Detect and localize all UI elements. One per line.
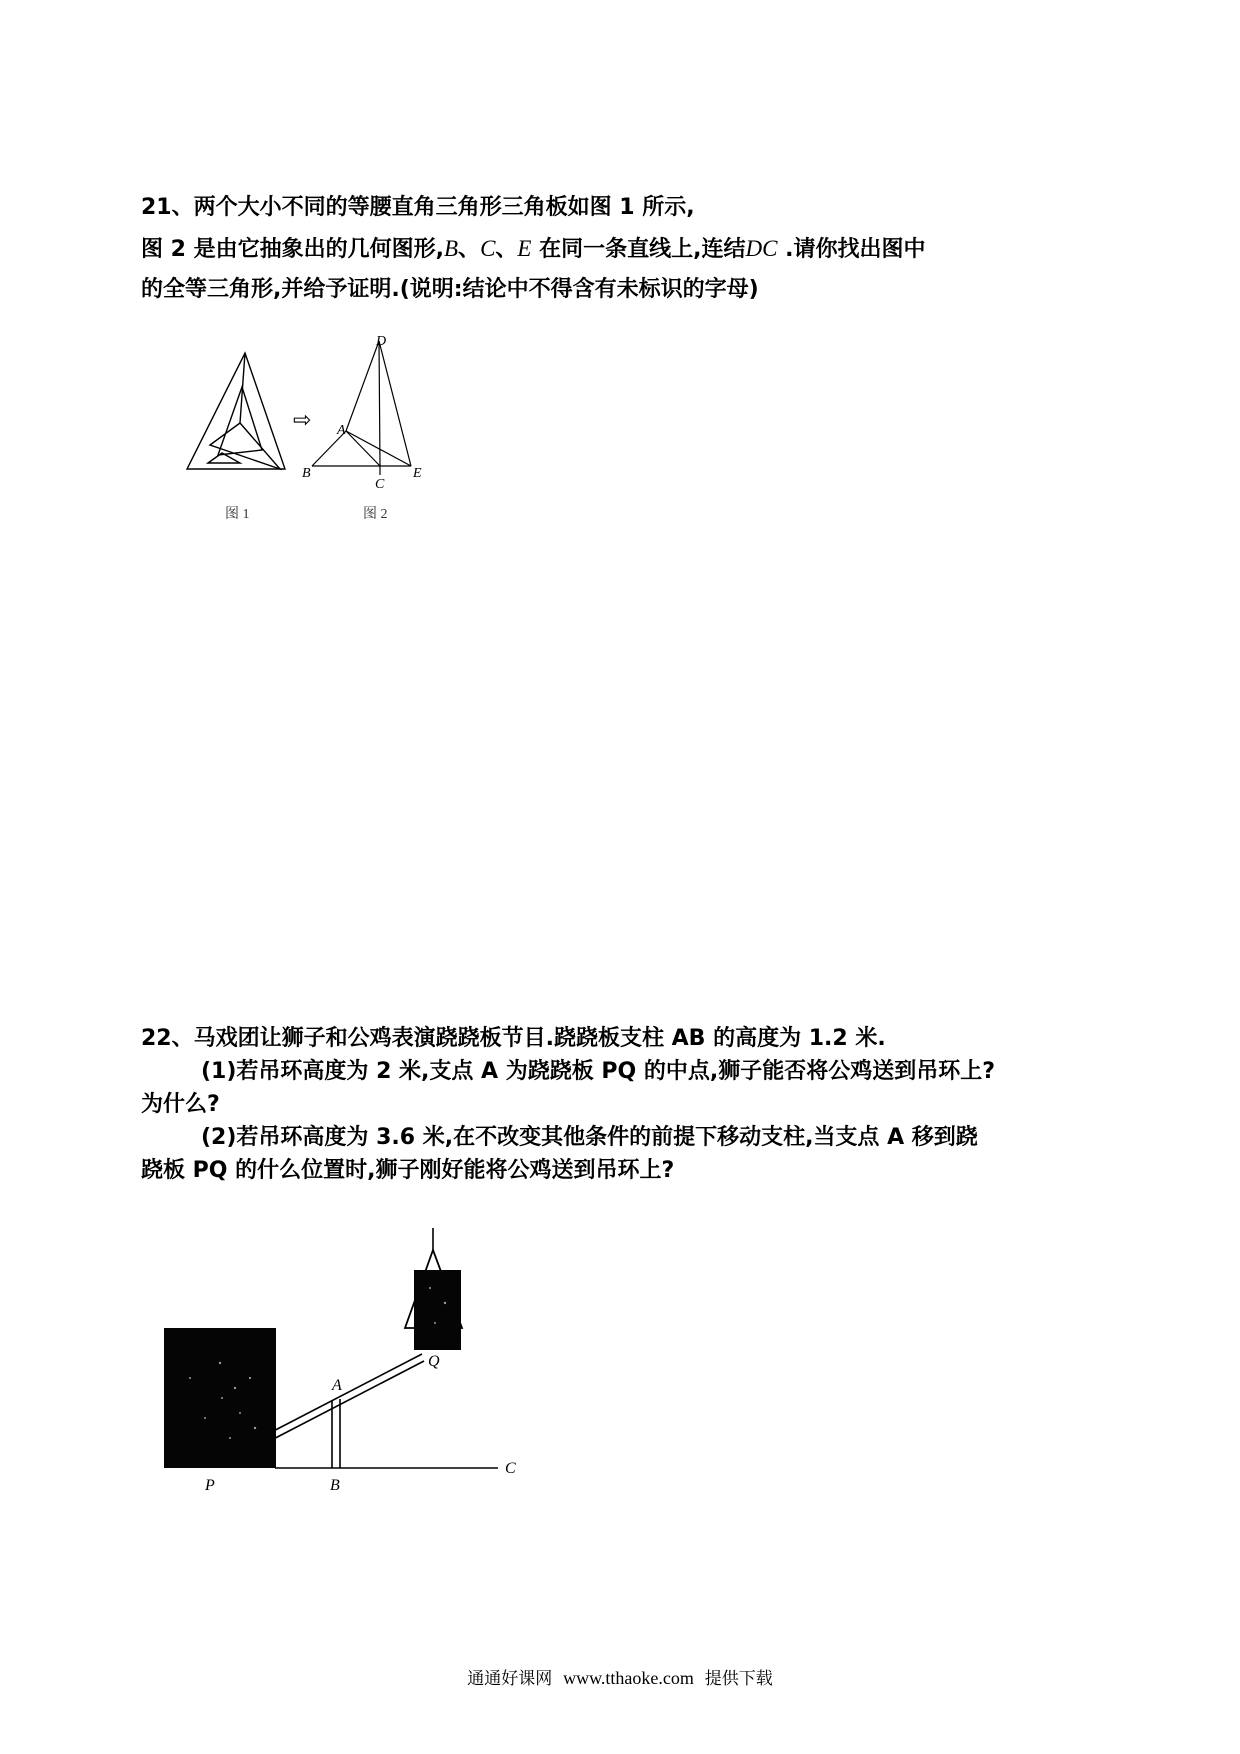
label-b: B xyxy=(330,1477,340,1494)
segment-ae xyxy=(346,431,411,466)
label-p: P xyxy=(205,1477,215,1494)
page-footer xyxy=(0,1664,1240,1689)
q21-figures-svg xyxy=(170,335,450,530)
q22-seesaw-figure xyxy=(160,1228,530,1498)
label-d: D xyxy=(376,335,387,349)
plank-upper xyxy=(260,1354,422,1438)
var-b: B xyxy=(443,236,459,261)
set-square-edge xyxy=(240,353,245,423)
q22-line-1: 22、马戏团让狮子和公鸡表演跷跷板节目.跷跷板支柱 AB 的高度为 1.2 米. xyxy=(141,1026,886,1051)
footer-suffix: 提供下载 xyxy=(704,1669,773,1689)
caption-figure-2: 图 2 xyxy=(363,507,388,522)
q21-line-1: 21、两个大小不同的等腰直角三角形三角板如图 1 所示, xyxy=(141,195,695,220)
large-set-square-outer xyxy=(187,353,285,469)
q22-seesaw-svg xyxy=(160,1228,530,1498)
rooster-image xyxy=(414,1270,461,1350)
segment-ac xyxy=(346,431,380,466)
segment-ad xyxy=(346,341,379,431)
var-e: E xyxy=(517,236,532,261)
label-a: A xyxy=(332,1377,342,1394)
q21-figures xyxy=(170,335,450,530)
q21-line-3: 的全等三角形,并给予证明.(说明:结论中不得含有未标识的字母) xyxy=(141,277,759,302)
caption-figure-1: 图 1 xyxy=(225,507,250,522)
plank-lower xyxy=(260,1361,424,1446)
q22-line-3: 为什么? xyxy=(141,1092,220,1117)
label-c: C xyxy=(375,477,385,492)
segment-de xyxy=(379,341,411,466)
label-a: A xyxy=(337,423,346,438)
lion-image xyxy=(164,1328,276,1468)
figure-2-geometry xyxy=(312,341,411,475)
q21-line-2 xyxy=(141,234,926,265)
q21-line-2-mid: 在同一条直线上,连结 xyxy=(539,237,746,262)
q21-line-2-prefix: 图 2 是由它抽象出的几何图形, xyxy=(141,237,444,262)
q22-line-2: (1)若吊环高度为 2 米,支点 A 为跷跷板 PQ 的中点,狮子能否将公鸡送到吊环上? xyxy=(201,1059,996,1084)
var-dc: DC xyxy=(745,236,778,261)
var-c: C xyxy=(480,236,496,261)
sep-1: 、 xyxy=(458,237,481,262)
figure-1-set-squares xyxy=(187,353,285,469)
label-c: C xyxy=(505,1460,516,1477)
label-q: Q xyxy=(428,1353,440,1370)
footer-site-name: 通通好课网 xyxy=(467,1669,553,1689)
footer-url[interactable]: www.tthaoke.com xyxy=(563,1668,694,1688)
q22-line-5: 跷板 PQ 的什么位置时,狮子刚好能将公鸡送到吊环上? xyxy=(141,1158,675,1183)
small-set-square-inner xyxy=(208,453,240,463)
label-b: B xyxy=(302,466,311,481)
sep-2: 、 xyxy=(495,237,518,262)
q22-line-4: (2)若吊环高度为 3.6 米,在不改变其他条件的前提下移动支柱,当支点 A 移到跷 xyxy=(201,1125,978,1150)
arrow-icon: ⇨ xyxy=(293,407,312,432)
segment-dc xyxy=(379,341,380,466)
q21-line-2-suffix: .请你找出图中 xyxy=(785,237,926,262)
label-e: E xyxy=(413,466,422,481)
